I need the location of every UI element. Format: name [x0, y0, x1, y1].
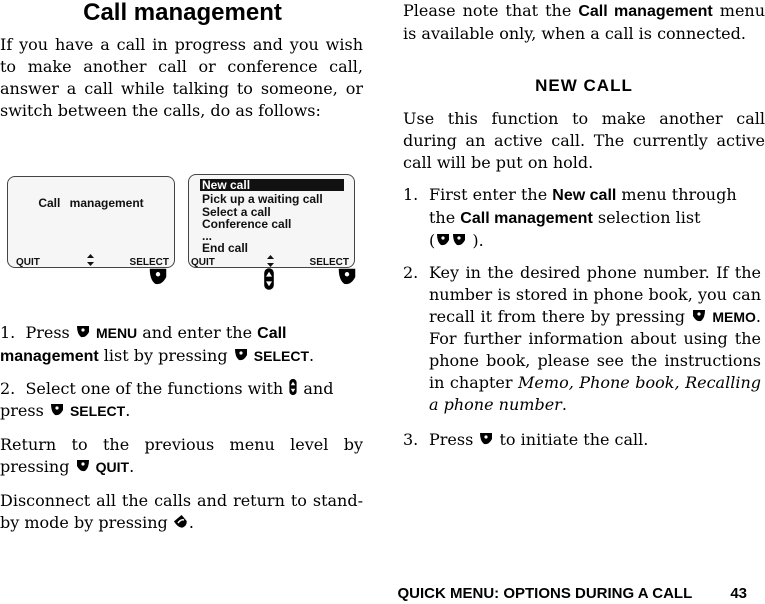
- right-softkey-icon: [147, 266, 169, 288]
- return-instruction: [0, 434, 363, 478]
- step-text: Press: [429, 430, 474, 449]
- section-name: QUICK MENU: OPTIONS DURING A CALL: [397, 585, 692, 602]
- new-call-step-2: [403, 262, 761, 416]
- new-call-intro: Use this function to make another call during an active call. The currently active call will be put on hold.: [403, 109, 765, 172]
- disconnect-instruction: [0, 490, 363, 534]
- chapter-reference: Memo, Phone book, Recalling a phone number: [429, 373, 761, 414]
- select-key-label: SELECT: [253, 348, 309, 364]
- select-key-label: SELECT: [69, 403, 126, 419]
- left-softkey-icon: [691, 308, 707, 324]
- right-softkey-icon: [435, 232, 451, 248]
- right-softkey-icon: [233, 347, 249, 363]
- end-call-key-icon: [173, 514, 189, 530]
- right-softkey-icon: [336, 266, 358, 288]
- step-1: [0, 322, 362, 368]
- right-softkey-icon: [478, 431, 494, 447]
- step-number: 2.: [0, 379, 16, 398]
- new-call-step-3: [403, 429, 761, 451]
- note-text: Please note that the: [403, 1, 572, 20]
- punctuation: .: [561, 395, 567, 414]
- punctuation: (: [429, 231, 436, 250]
- step-text: and press: [0, 379, 334, 420]
- punctuation: .: [188, 513, 194, 532]
- scroll-arrows-icon: [86, 253, 95, 267]
- page-footer: [398, 585, 747, 602]
- instruction-text: Disconnect all the calls and return to stand-by mode by pressing: [0, 491, 363, 532]
- punctuation: ).: [472, 231, 484, 250]
- page-title: Call management: [83, 0, 282, 26]
- menu-name: Call management: [578, 3, 713, 20]
- phone-screen-menu-list: [188, 174, 355, 268]
- step-number: 3.: [403, 430, 419, 449]
- quit-softkey-label: QUIT: [191, 257, 215, 268]
- select-softkey-label: SELECT: [309, 257, 349, 268]
- instruction-text: Return to the previous menu level by pressing: [0, 435, 363, 476]
- menu-item: Pick up a waiting call: [202, 192, 323, 206]
- step-text: selection list: [597, 208, 701, 227]
- right-softkey-icon: [451, 232, 467, 248]
- menu-item: ...: [202, 229, 213, 243]
- right-softkey-icon: [49, 402, 65, 418]
- memo-key-label: MEMO: [712, 309, 756, 325]
- menu-item: Select a call: [202, 205, 271, 219]
- page-number: 43: [730, 585, 747, 602]
- note-paragraph: [403, 0, 765, 45]
- menu-key-label: MENU: [95, 325, 138, 341]
- step-text: to initiate the call.: [499, 430, 649, 449]
- punctuation: .: [125, 401, 131, 420]
- right-softkey-icon: [75, 324, 91, 340]
- navigation-key-icon: [263, 266, 275, 292]
- quit-softkey-label: QUIT: [16, 257, 40, 268]
- select-softkey-label: SELECT: [129, 257, 169, 268]
- step-number: 2.: [403, 263, 419, 282]
- step-text: list by pressing: [103, 346, 228, 365]
- menu-item-selected: New call: [200, 179, 344, 191]
- menu-name: New call: [552, 187, 617, 204]
- menu-item: End call: [202, 241, 249, 255]
- new-call-step-1: [403, 184, 761, 252]
- punctuation: .: [129, 457, 135, 476]
- step-text: menu through the: [429, 185, 737, 227]
- step-number: 1.: [403, 185, 419, 204]
- step-number: 1.: [0, 323, 16, 342]
- step-text: Key in the desired phone number. If the number is stored in phone book, you can recall it from there by pressing: [429, 263, 761, 326]
- note-text: menu is available only, when a call is connected.: [403, 1, 765, 43]
- left-softkey-icon: [75, 458, 91, 474]
- phone-screen-call-management: [7, 176, 175, 268]
- step-2: [0, 378, 362, 422]
- list-name: Call management: [460, 210, 593, 227]
- list-name: Call management: [0, 325, 287, 365]
- screen-title: Call management: [38, 196, 144, 210]
- step-text: Press: [25, 323, 70, 342]
- punctuation: .: [309, 346, 315, 365]
- menu-item: Conference call: [202, 217, 292, 231]
- intro-paragraph: If you have a call in progress and you wish to make another call or conference call, answer a call while talking to someone, or switch between the calls, do as follows:: [0, 35, 363, 120]
- step-text: . For further information about using the phone book, please see the instructions in chapter: [429, 307, 762, 392]
- step-text: Select one of the functions with: [25, 379, 284, 398]
- section-heading: NEW CALL: [535, 76, 633, 95]
- navigation-key-icon: [288, 378, 298, 396]
- quit-key-label: QUIT: [95, 459, 130, 475]
- step-text: and enter the: [142, 323, 253, 342]
- step-text: First enter the: [429, 185, 548, 204]
